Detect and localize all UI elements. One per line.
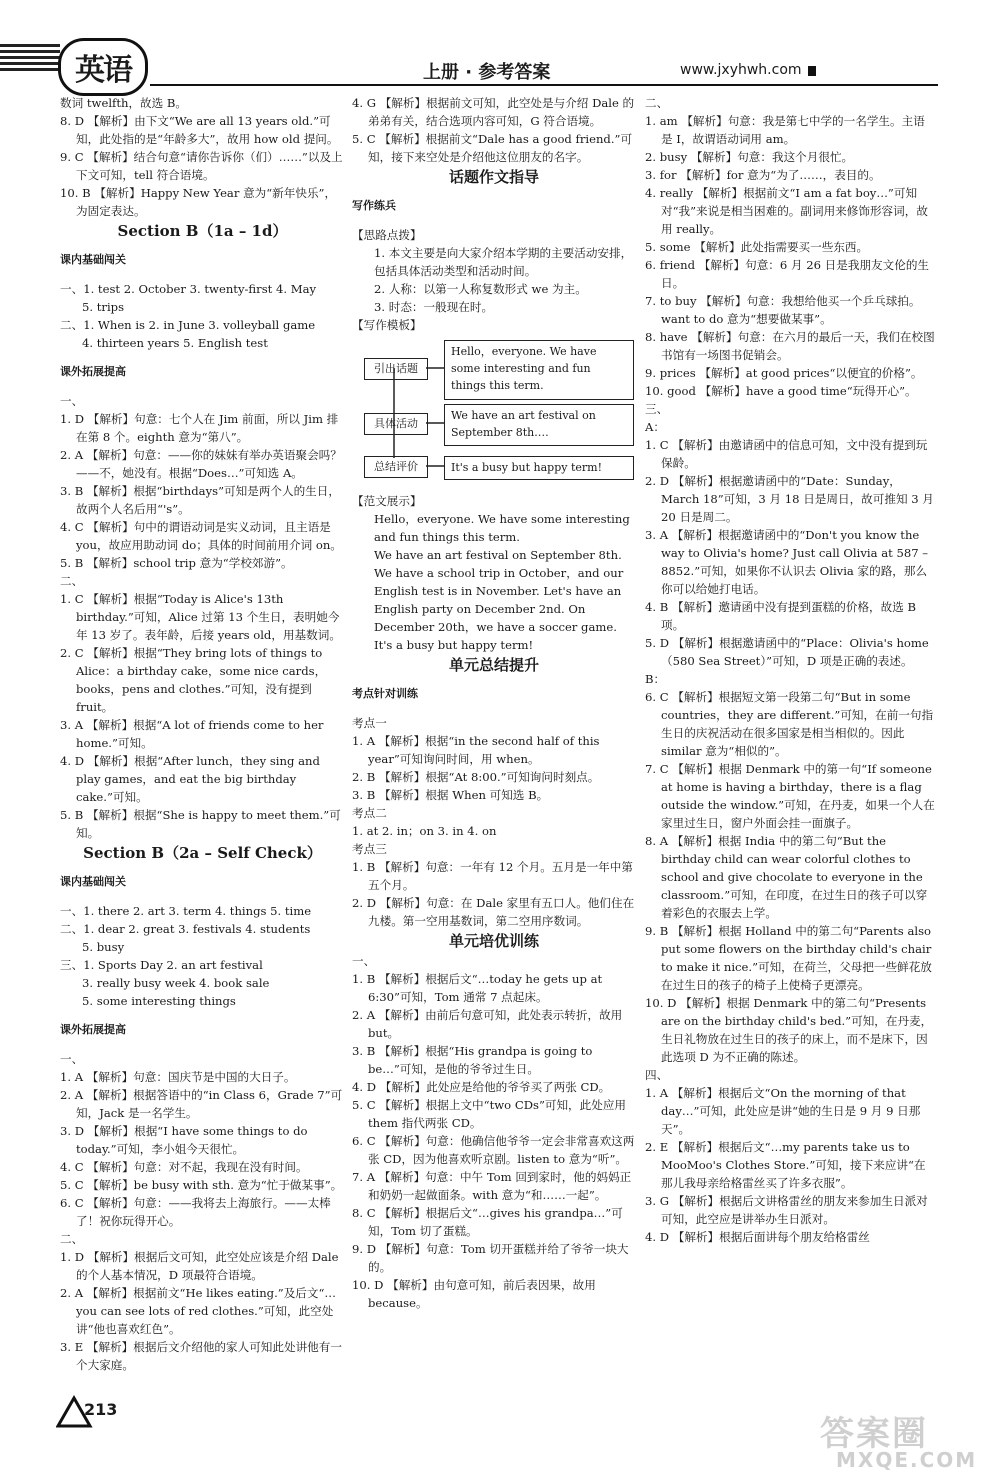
answer-line: 2. D 【解析】根据邀请函中的“Date：Sunday，March 18”可知，3 月 18 日是周日，故可推知 3 月 20 日是周二。	[645, 474, 934, 524]
section-heading: 单元培优训练	[448, 932, 539, 950]
answer-line: 3. G 【解析】根据后文讲格雷丝的朋友来参加生日派对可知，此空应是讲举办生日派对。	[645, 1194, 928, 1226]
answer-line: 8. C 【解析】根据后文“…gives his grandpa…”可知，Tom 切了蛋糕。	[352, 1206, 623, 1238]
answer-line: 7. A 【解析】句意：中午 Tom 回到家时，他的妈妈正和奶奶一起做面条。with 意为“和……一起”。	[352, 1170, 632, 1202]
answer-line: 一、	[60, 394, 84, 408]
answer-line: 1. C 【解析】根据“Today is Alice's 13th birthday.”可知，Alice 过第 13 个生日，表明她今年 13 岁了。表年龄，后接 years old，用基数词。	[60, 592, 341, 642]
answer-line: 2. E 【解析】根据后文“…my parents take us to MooMoo's Clothes Store.”可知，接下来应讲“在那儿我母亲给格雷丝买了许多衣服”。	[645, 1140, 926, 1190]
answer-line: 一、1. test 2. October 3. twenty-first 4. May	[60, 282, 317, 296]
answer-line: 5. C 【解析】根据上文中“two CDs”可知，此处应用 them 指代两张 CD。	[352, 1098, 627, 1130]
answer-line: 5. C 【解析】根据前文“Dale has a good friend.”可知，接下来空处是介绍他这位朋友的名字。	[352, 132, 633, 164]
answer-line: 四、	[645, 1068, 669, 1082]
template-label-activities: 具体活动	[364, 413, 428, 435]
header-title: 上册 · 参考答案	[423, 62, 551, 83]
answer-line: 3. A 【解析】根据邀请函中的“Don't you know the way to Olivia's home? Just call Olivia at 587 – 8852.”可知，如果你不认识去 Olivia 家的路，那么你可以给她打电话。	[645, 528, 929, 596]
answer-line: 考点二	[352, 806, 387, 820]
answer-line: We have an art festival on September 8th. We have a school trip in October，and our English test is in November. Let's have an English party on December 2nd. On December 20th，we have a soccer game.	[374, 548, 624, 634]
answer-line: 3. B 【解析】根据“birthdays”可知是两个人的生日，故两个人名后用“'s”。	[60, 484, 340, 516]
page-header	[0, 0, 1000, 92]
answer-line: 10. D 【解析】由句意可知，前后表因果，故用 because。	[352, 1278, 596, 1310]
answer-line: 考点一	[352, 716, 387, 730]
answer-line: 【写作模板】	[352, 318, 422, 332]
answer-line: 9. C 【解析】结合句意“请你告诉你（们）……”以及上下文可知，tell 符合语境。	[60, 150, 343, 182]
template-label-summary: 总结评价	[364, 456, 428, 478]
subject-logo: 英语	[58, 38, 148, 96]
answer-line: 1. B 【解析】句意：一年有 12 个月。五月是一年中第五个月。	[352, 860, 633, 892]
answer-line: 2. A 【解析】由前后句意可知，此处表示转折，故用 but。	[352, 1008, 623, 1040]
answer-line: 3. E 【解析】根据后文介绍他的家人可知此处讲他有一个大家庭。	[60, 1340, 342, 1372]
answer-line: 二、	[60, 1232, 84, 1246]
answer-line: 1. A 【解析】根据后文“On the morning of that day…”可知，此处应是讲“她的生日是 9 月 9 日那天”。	[645, 1086, 921, 1136]
answer-line: 【范文展示】	[352, 494, 422, 508]
watermark-logo: 答案圈	[820, 1414, 928, 1454]
answer-line: 4. G 【解析】根据前文可知，此空处是与介绍 Dale 的弟弟有关，结合选项内容可知，G 符合语境。	[352, 96, 635, 128]
subsection-label: 课内基础闯关	[60, 875, 126, 888]
answer-line: 3. D 【解析】根据“I have some things to do today.”可知，李小姐今天很忙。	[60, 1124, 308, 1156]
answer-line: 【思路点拨】	[352, 228, 422, 242]
answer-line: 数词 twelfth，故选 B。	[60, 96, 188, 110]
answer-line: 5. C 【解析】be busy with sth. 意为“忙于做某事”。	[60, 1178, 343, 1192]
answer-line: 6. C 【解析】句意：他确信他爷爷一定会非常喜欢这两张 CD，因为他喜欢听京剧。listen to 意为“听”。	[352, 1134, 635, 1166]
answer-line: 二、	[645, 96, 669, 110]
header-url: www.jxyhwh.com	[680, 62, 802, 78]
answer-line: 1. A 【解析】根据“in the second half of this year”可知询问时间，用 when。	[352, 734, 600, 766]
subsection-label: 考点针对训练	[352, 687, 418, 700]
answer-line: 8. A 【解析】根据 India 中的第二句“But the birthday child can wear colorful clothes to school and give chocolate to everyone in the classroom.”可知，在印度，在过生日的孩子可以穿着彩色的衣服去上学。	[645, 834, 928, 920]
answer-line: 5. B 【解析】根据“She is happy to meet them.”可知。	[60, 808, 341, 840]
answer-line: 7. C 【解析】根据 Denmark 中的第一句“If someone at home is having a birthday，there is a flag outside the window.”可知，在丹麦，如果一个人在家里过生日，窗户外面会挂一面旗子。	[645, 762, 935, 830]
answer-line: 2. B 【解析】根据“At 8:00.”可知询问时刻点。	[352, 770, 600, 784]
answer-line: 4. B 【解析】邀请函中没有提到蛋糕的价格，故选 B 项。	[645, 600, 917, 632]
answer-line: 一、	[352, 954, 376, 968]
answer-line: 5. some interesting things	[82, 994, 236, 1008]
column-left	[60, 94, 345, 1374]
page-number: 213	[84, 1400, 118, 1419]
section-heading: 单元总结提升	[448, 656, 539, 674]
answer-line: 10. B 【解析】Happy New Year 意为“新年快乐”，为固定表达。	[60, 186, 337, 218]
answer-line: 一、	[60, 1052, 84, 1066]
answer-line: 10. good 【解析】have a good time“玩得开心”。	[645, 384, 917, 398]
answer-line: 2. D 【解析】句意：在 Dale 家里有五口人。他们住在九楼。第一空用基数词，第二空用序数词。	[352, 896, 635, 928]
answer-line: B：	[645, 672, 666, 686]
answer-line: 4. D 【解析】此处应是给他的爷爷买了两张 CD。	[352, 1080, 611, 1094]
answer-line: 二、1. When is 2. in June 3. volleyball game	[60, 318, 316, 332]
answer-line: 4. D 【解析】根据后面讲每个朋友给格雷丝	[645, 1230, 870, 1244]
answer-line: 8. D 【解析】由下文“We are all 13 years old.”可知，此处指的是“年龄多大”，故用 how old 提问。	[60, 114, 339, 146]
answer-line: 2. A 【解析】根据前文“He likes eating.”及后文“…you can see lots of red clothes.”可知，此空处讲“他也喜欢红色”。	[60, 1286, 337, 1336]
column-right	[645, 94, 935, 1246]
section-heading: 话题作文指导	[448, 168, 539, 186]
answer-line: 1. D 【解析】句意：七个人在 Jim 前面，所以 Jim 排在第 8 个。eighth 意为“第八”。	[60, 412, 339, 444]
answer-line: 1. A 【解析】句意：国庆节是中国的大日子。	[60, 1070, 296, 1084]
answer-line: 6. friend 【解析】句意：6 月 26 日是我朋友文伦的生日。	[645, 258, 930, 290]
answer-line: 4. thirteen years 5. English test	[82, 336, 268, 350]
answer-line: 4. C 【解析】句中的谓语动词是实义动词，且主语是 you，故应用助动词 do；具体的时间前用介词 on。	[60, 520, 342, 552]
answer-line: 三、	[645, 402, 669, 416]
header-block-icon	[808, 66, 816, 76]
answer-line: 1. am 【解析】句意：我是第七中学的一名学生。主语是 I，故谓语动词用 am。	[645, 114, 925, 146]
answer-line: 考点三	[352, 842, 387, 856]
answer-line: 5. busy	[82, 940, 125, 954]
answer-line: 5. some 【解析】此处指需要买一些东西。	[645, 240, 869, 254]
answer-line: 一、1. there 2. art 3. term 4. things 5. time	[60, 904, 312, 918]
template-content-activities: We have an art festival on September 8th.…	[444, 404, 634, 446]
answer-line: 9. D 【解析】句意：Tom 切开蛋糕并给了爷爷一块大的。	[352, 1242, 629, 1274]
answer-line: 8. have 【解析】句意：在六月的最后一天，我们在校图书馆有一场图书促销会。	[645, 330, 935, 362]
subsection-label: 写作练兵	[352, 199, 396, 212]
template-label-intro: 引出话题	[364, 358, 428, 380]
subsection-label: 课外拓展提高	[60, 1023, 126, 1036]
answer-line: 三、1. Sports Day 2. an art festival	[60, 958, 263, 972]
section-heading: Section B（2a – Self Check）	[83, 844, 322, 862]
answer-line: 6. C 【解析】句意：——我将去上海旅行。——太棒了！祝你玩得开心。	[60, 1196, 331, 1228]
column-middle	[352, 94, 636, 1312]
answer-line: 7. to buy 【解析】句意：我想给他买一个乒乓球拍。want to do 意为“想要做某事”。	[645, 294, 921, 326]
answer-line: A：	[645, 420, 665, 434]
answer-line: It's a busy but happy term!	[374, 638, 534, 652]
answer-line: 2. A 【解析】根据答语中的“in Class 6，Grade 7”可知，Jack 是一名学生。	[60, 1088, 343, 1120]
answer-line: 3. B 【解析】根据“His grandpa is going to be…”可知，是他的爷爷过生日。	[352, 1044, 593, 1076]
template-content-summary: It's a busy but happy term!	[444, 456, 634, 480]
answer-line: 9. B 【解析】根据 Holland 中的第二句“Parents also put some flowers on the birthday child's chair to make it nice.”可知，在荷兰，父母把一些鲜花放在过生日的孩子的椅子上使椅子更漂亮。	[645, 924, 932, 992]
answer-line: 3. really busy week 4. book sale	[82, 976, 270, 990]
answer-line: 2. 人称：以第一人称复数形式 we 为主。	[374, 282, 587, 296]
subsection-label: 课外拓展提高	[60, 365, 126, 378]
answer-line: 1. D 【解析】根据后文可知，此空处应该是介绍 Dale 的个人基本情况，D 项最符合语境。	[60, 1250, 339, 1282]
section-heading: Section B（1a – 1d）	[117, 222, 288, 240]
answer-line: 3. 时态：一般现在时。	[374, 300, 494, 314]
answer-line: 1. B 【解析】根据后文“…today he gets up at 6:30”可知，Tom 通常 7 点起床。	[352, 972, 603, 1004]
answer-line: 2. busy 【解析】句意：我这个月很忙。	[645, 150, 854, 164]
answer-line: 4. D 【解析】根据“After lunch，they sing and play games，and eat the big birthday cake.”可知。	[60, 754, 320, 804]
answer-line: 1. C 【解析】由邀请函中的信息可知，文中没有提到玩保龄。	[645, 438, 928, 470]
answer-line: 5. D 【解析】根据邀请函中的“Place：Olivia's home（580 Sea Street）”可知，D 项是正确的表述。	[645, 636, 929, 668]
header-rule	[150, 84, 938, 86]
answer-line: 2. A 【解析】句意：——你的妹妹有举办英语聚会吗？——不，她没有。根据“Does…”可知选 A。	[60, 448, 342, 480]
answer-line: 二、1. dear 2. great 3. festivals 4. students	[60, 922, 311, 936]
answer-line: 10. D 【解析】根据 Denmark 中的第二句“Presents are on the birthday child's bed.”可知，在丹麦，生日礼物放在过生日的孩子的床上，而不是床下，因此选项 D 为不正确的陈述。	[645, 996, 933, 1064]
logo-stripes	[0, 44, 60, 78]
answer-line: 1. at 2. in；on 3. in 4. on	[352, 824, 497, 838]
answer-line: 5. B 【解析】school trip 意为“学校郊游”。	[60, 556, 293, 570]
answer-line: 3. A 【解析】根据“A lot of friends come to her home.”可知。	[60, 718, 324, 750]
answer-line: 9. prices 【解析】at good prices“以便宜的价格”。	[645, 366, 923, 380]
answer-line: 4. really 【解析】根据前文“I am a fat boy…”可知对“我”来说是相当困难的。副词用来修饰形容词，故用 really。	[645, 186, 928, 236]
answer-line: 6. C 【解析】根据短文第一段第二句“But in some countries，they are different.”可知，在前一句指生日的庆祝活动在很多国家是相当相似的。因此 similar 意为“相似的”。	[645, 690, 934, 758]
answer-line: 5. trips	[82, 300, 125, 314]
answer-line: 2. C 【解析】根据“They bring lots of things to Alice：a birthday cake，some nice cards，books，pens and clothes.”可知，没有提到 fruit。	[60, 646, 327, 714]
template-content-intro: Hello，everyone. We have some interesting and fun things this term.	[444, 340, 634, 400]
answer-line: 3. for 【解析】for 意为“为了……，表目的。	[645, 168, 881, 182]
subsection-label: 课内基础闯关	[60, 253, 126, 266]
answer-line: 4. C 【解析】句意：对不起，我现在没有时间。	[60, 1160, 308, 1174]
watermark-url: MXQE.COM	[836, 1448, 978, 1472]
answer-line: 1. 本文主要是向大家介绍本学期的主要活动安排，包括具体活动类型和活动时间。	[374, 246, 633, 278]
answer-line: 二、	[60, 574, 84, 588]
writing-template-diagram	[352, 338, 636, 488]
answer-line: 3. B 【解析】根据 When 可知选 B。	[352, 788, 549, 802]
answer-line: Hello，everyone. We have some interesting and fun things this term.	[374, 512, 630, 544]
